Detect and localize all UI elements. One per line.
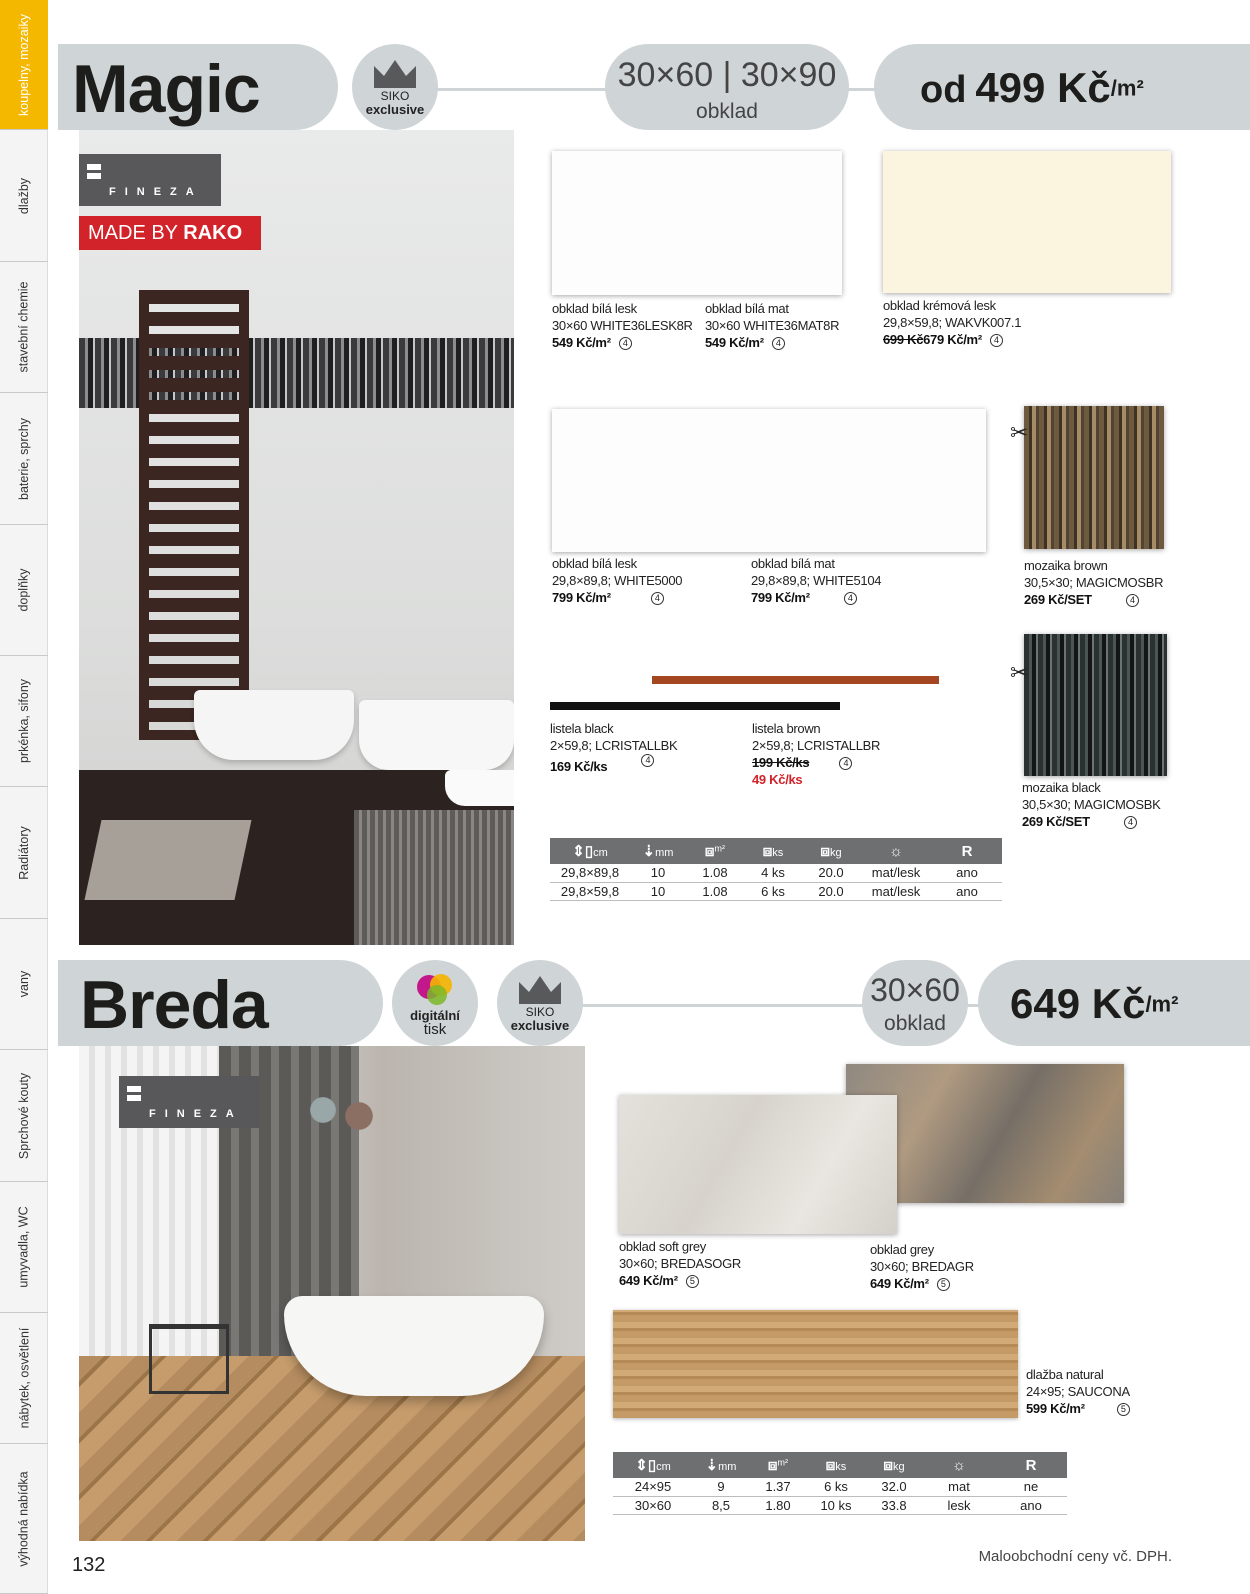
digital-print-badge: digitální tisk — [392, 960, 478, 1046]
scissors-icon: ✂ — [1010, 660, 1029, 685]
light-finish-icon: ☼ — [889, 842, 903, 860]
box-icon: ⧈ — [767, 1456, 778, 1474]
page-number: 132 — [72, 1554, 106, 1576]
magic-format: 30×60 | 30×90 — [617, 56, 837, 94]
spec-col-area: ⧈$^{m^2}$ — [749, 1452, 807, 1478]
tile-mosaic-black[interactable] — [1024, 634, 1167, 776]
box-icon: ⧈ — [762, 842, 773, 860]
fineza-logo: FINEZA — [79, 154, 221, 206]
dimension-icon: ⇕▯ — [635, 1457, 657, 1474]
tile-white-30x90[interactable] — [552, 409, 986, 552]
tile-cream-30x60[interactable] — [883, 151, 1171, 293]
spec-col-finish — [923, 1452, 995, 1478]
product-magic-mosaic-black: mozaika black 30,5×30; MAGICMOSBK 269 Kč/SET 4 — [1022, 780, 1161, 829]
product-breda-soft-grey: obklad soft grey 30×60; BREDASOGR 649 Kč/m² 5 — [619, 1239, 742, 1288]
sidebar-item-vyhodna-nabidka[interactable]: výhodná nabídka — [0, 1444, 48, 1594]
light-finish-icon: ☼ — [952, 1456, 966, 1474]
crown-icon — [372, 58, 418, 90]
sidebar-item-sprchove-kouty[interactable]: Sprchové kouty — [0, 1050, 48, 1182]
mosaic-cabinet — [354, 810, 514, 945]
towel-radiator — [139, 290, 249, 740]
weight-icon: ⧈ — [820, 842, 830, 860]
made-by-rako-logo: MADE BY RAKO — [79, 216, 261, 250]
wall-toilet — [194, 690, 354, 760]
product-saucona-natural: dlažba natural 24×95; SAUCONA 599 Kč/m² 5 — [1026, 1367, 1130, 1416]
spec-col-rectified: R — [932, 838, 1002, 864]
magic-price: od 499 $Kč^{/m^2}$ — [920, 64, 1144, 111]
breda-spec-table — [613, 1452, 1067, 1515]
tile-mosaic-brown[interactable] — [1024, 406, 1164, 549]
magic-bathroom-photo — [79, 130, 514, 945]
dimension-icon: ⇕▯ — [572, 843, 594, 860]
product-magic-white-gloss-30x60: obklad bílá lesk 30×60 WHITE36LESK8R 549 Kč/m² 4 — [552, 301, 693, 350]
box-icon: ⧈ — [825, 1456, 836, 1474]
spec-col-weight: ⧈kg — [865, 1452, 923, 1478]
category-sidebar — [0, 0, 48, 1594]
spec-header-row — [550, 838, 1002, 864]
product-magic-white-gloss-30x90: obklad bílá lesk 29,8×89,8; WHITE5000 799 Kč/m² 4 — [552, 556, 683, 605]
sidebar-item-baterie[interactable]: baterie, sprchy — [0, 393, 48, 525]
breda-title: Breda — [80, 967, 268, 1043]
table-row: 30×60 8,5 1.80 10 ks 33.8 lesk ano — [613, 1496, 1067, 1514]
breda-siko-exclusive-badge: SIKO exclusive — [497, 960, 583, 1046]
spec-col-size: ⇕▯cm — [613, 1452, 693, 1478]
product-magic-white-mat-30x90: obklad bílá mat 29,8×89,8; WHITE5104 799 Kč/m² 4 — [751, 556, 882, 605]
border-strip-brown[interactable] — [652, 676, 939, 684]
sidebar-item-prkenka[interactable]: prkénka, sifony — [0, 656, 48, 787]
sidebar-item-radiatory[interactable]: Radiátory — [0, 787, 48, 919]
tile-breda-soft-grey[interactable] — [619, 1095, 897, 1234]
product-breda-grey: obklad grey 30×60; BREDAGR 649 Kč/m² 5 — [870, 1242, 974, 1291]
magic-title: Magic — [72, 51, 260, 127]
bath-mat — [84, 820, 251, 900]
border-strip-black[interactable] — [550, 702, 840, 710]
breda-format-label: obklad — [884, 1012, 946, 1035]
product-magic-cream-gloss: obklad krémová lesk 29,8×59,8; WAKVK007.1 699 Kč679 Kč/m² 4 — [883, 298, 1022, 347]
magic-siko-exclusive-badge: SIKO exclusive — [352, 44, 438, 130]
product-magic-listela-brown: listela brown 2×59,8; LCRISTALLBR 199 Kč/ks 4 49 Kč/ks — [752, 721, 881, 787]
weight-icon: ⧈ — [883, 1456, 893, 1474]
table-row: 29,8×59,8 10 1.08 6 ks 20.0 mat/lesk ano — [550, 882, 1002, 900]
sidebar-item-vany[interactable]: vany — [0, 919, 48, 1050]
sidebar-item-koupelny[interactable]: koupelny, mozaiky — [0, 0, 48, 130]
sidebar-item-nabytek[interactable]: nábytek, osvětlení — [0, 1313, 48, 1444]
product-magic-listela-black: listela black 2×59,8; LCRISTALLBK 169 Kč/ks 4 — [550, 721, 678, 774]
breda-format: 30×60 — [870, 972, 960, 1008]
spec-col-area: ⧈$^{m^2}$ — [686, 838, 744, 864]
pendant-lamp — [299, 1086, 419, 1146]
price-note: Maloobchodní ceny vč. DPH. — [978, 1548, 1172, 1565]
sidebar-item-umyvadla[interactable]: umyvadla, WC — [0, 1182, 48, 1313]
washbasin — [445, 770, 514, 806]
spec-col-rectified: R — [995, 1452, 1067, 1478]
sidebar-item-stavebni-chemie[interactable]: stavební chemie — [0, 262, 48, 393]
spec-col-pieces: ⧈ks — [807, 1452, 865, 1478]
tile-saucona-natural[interactable] — [613, 1310, 1018, 1418]
tile-white-30x60[interactable] — [552, 151, 842, 295]
sidebar-item-dlazby[interactable]: dlažby — [0, 130, 48, 262]
thickness-icon: ⇣ — [705, 1457, 719, 1474]
sidebar-item-doplnky[interactable]: doplňky — [0, 525, 48, 656]
spec-col-pieces: ⧈ks — [744, 838, 802, 864]
breda-price: 649 $Kč^{/m^2}$ — [1010, 980, 1179, 1027]
spec-col-weight: ⧈kg — [802, 838, 860, 864]
table-row: 29,8×89,8 10 1.08 4 ks 20.0 mat/lesk ano — [550, 864, 1002, 882]
bidet — [359, 700, 514, 770]
freestanding-bathtub — [284, 1296, 544, 1396]
spec-header-row — [613, 1452, 1067, 1478]
scissors-icon: ✂ — [1010, 420, 1029, 445]
thickness-icon: ⇣ — [642, 843, 656, 860]
crown-icon — [517, 974, 563, 1006]
product-magic-white-mat-30x60: obklad bílá mat 30×60 WHITE36MAT8R 549 Kč/m² 4 — [705, 301, 840, 350]
fineza-logo: FINEZA — [119, 1076, 259, 1128]
spec-col-size: ⇕▯cm — [550, 838, 630, 864]
box-icon: ⧈ — [704, 842, 715, 860]
spec-col-finish — [860, 838, 932, 864]
color-circles-icon — [413, 971, 457, 1009]
magic-spec-table — [550, 838, 1002, 901]
side-stool — [149, 1324, 229, 1394]
spec-col-thickness: ⇣mm — [693, 1452, 749, 1478]
magic-format-label: obklad — [696, 100, 758, 123]
spec-col-thickness: ⇣mm — [630, 838, 686, 864]
product-magic-mosaic-brown: mozaika brown 30,5×30; MAGICMOSBR 269 Kč/SET 4 — [1024, 558, 1164, 607]
table-row: 24×95 9 1.37 6 ks 32.0 mat ne — [613, 1478, 1067, 1496]
